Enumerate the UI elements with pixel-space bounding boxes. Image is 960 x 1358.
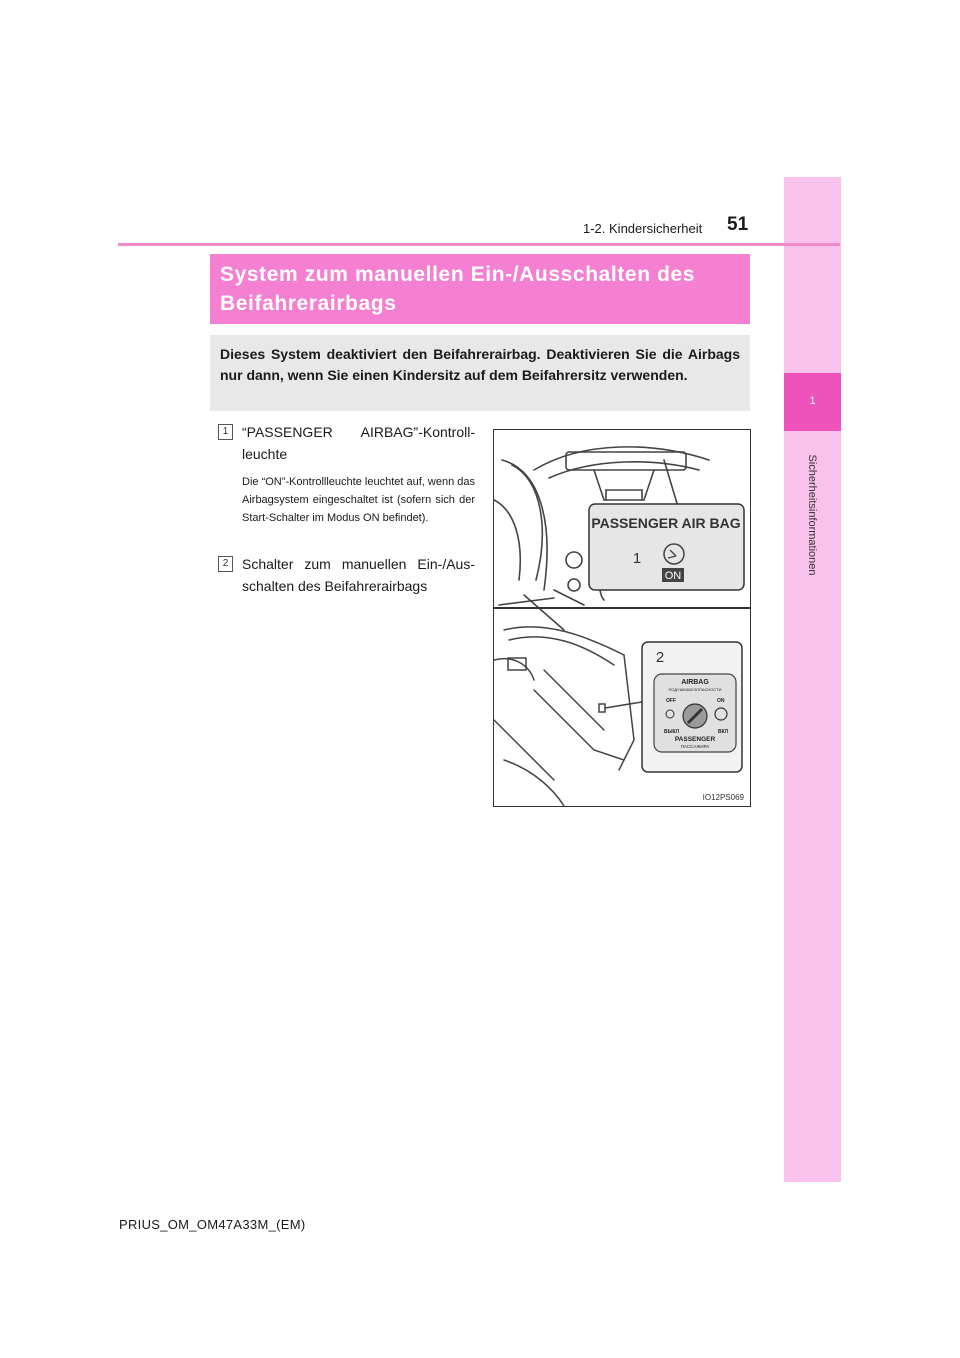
- list-item-2: [218, 553, 475, 597]
- intro-box: [210, 335, 750, 411]
- switch-label-passenger: PASSENGER: [674, 736, 716, 743]
- on-indicator-label: ON: [664, 570, 682, 582]
- page-number: 51: [727, 214, 749, 235]
- switch-label-off-ru: ВЫКЛ: [664, 729, 680, 735]
- item-title: Schalter zum manuellen Ein-/Aus-schalten des Beifahrerairbags: [242, 556, 475, 594]
- item-number-badge: 1: [218, 424, 233, 440]
- chapter-title-tab: [802, 440, 822, 590]
- switch-label-airbag-ru: ПОДУШКАБЕЗОПАСНОСТИ: [668, 687, 722, 692]
- switch-label-on: ON: [717, 698, 725, 704]
- switch-label-passenger-ru: ПАССАЖИРА: [680, 744, 710, 749]
- airbag-illustration: [493, 429, 751, 807]
- title-banner: [210, 254, 750, 324]
- chapter-title: Sicherheitsinformationen: [806, 454, 818, 576]
- callout-1: 1: [632, 550, 642, 567]
- item-title: “PASSENGER AIRBAG”-Kontroll-leuchte: [242, 424, 475, 462]
- switch-label-airbag: AIRBAG: [681, 679, 709, 686]
- callout-2: 2: [655, 649, 665, 666]
- intro-text: Dieses System deaktiviert den Beifahrerairbag. Deaktivieren Sie die Airbags nur dann, wenn Sie einen Kindersitz auf dem Beifahrersitz verwenden.: [220, 346, 740, 383]
- chapter-number-tab: [784, 373, 841, 431]
- list-item-1: [218, 421, 475, 527]
- switch-label-off: OFF: [666, 698, 676, 704]
- footer-doc-code: PRIUS_OM_OM47A33M_(EM): [119, 1217, 306, 1232]
- header-rule: [118, 243, 840, 246]
- item-number-badge: 2: [218, 556, 233, 572]
- section-label: 1-2. Kindersicherheit: [583, 221, 703, 236]
- indicator-label: PASSENGER AIR BAG: [591, 515, 741, 531]
- page-title: System zum manuellen Ein-/Ausschalten des Beifahrerairbags: [220, 263, 696, 315]
- chapter-number: 1: [809, 395, 816, 407]
- switch-label-on-ru: ВКЛ: [718, 729, 729, 735]
- figure-code: IO12PS069: [702, 793, 744, 802]
- item-description: Die “ON”-Kontrollleuchte leuchtet auf, wenn das Airbagsystem eingeschaltet ist (sofern sich der Start-Schalter im Modus ON befindet).: [242, 476, 475, 524]
- chapter-side-tab: [784, 177, 841, 1182]
